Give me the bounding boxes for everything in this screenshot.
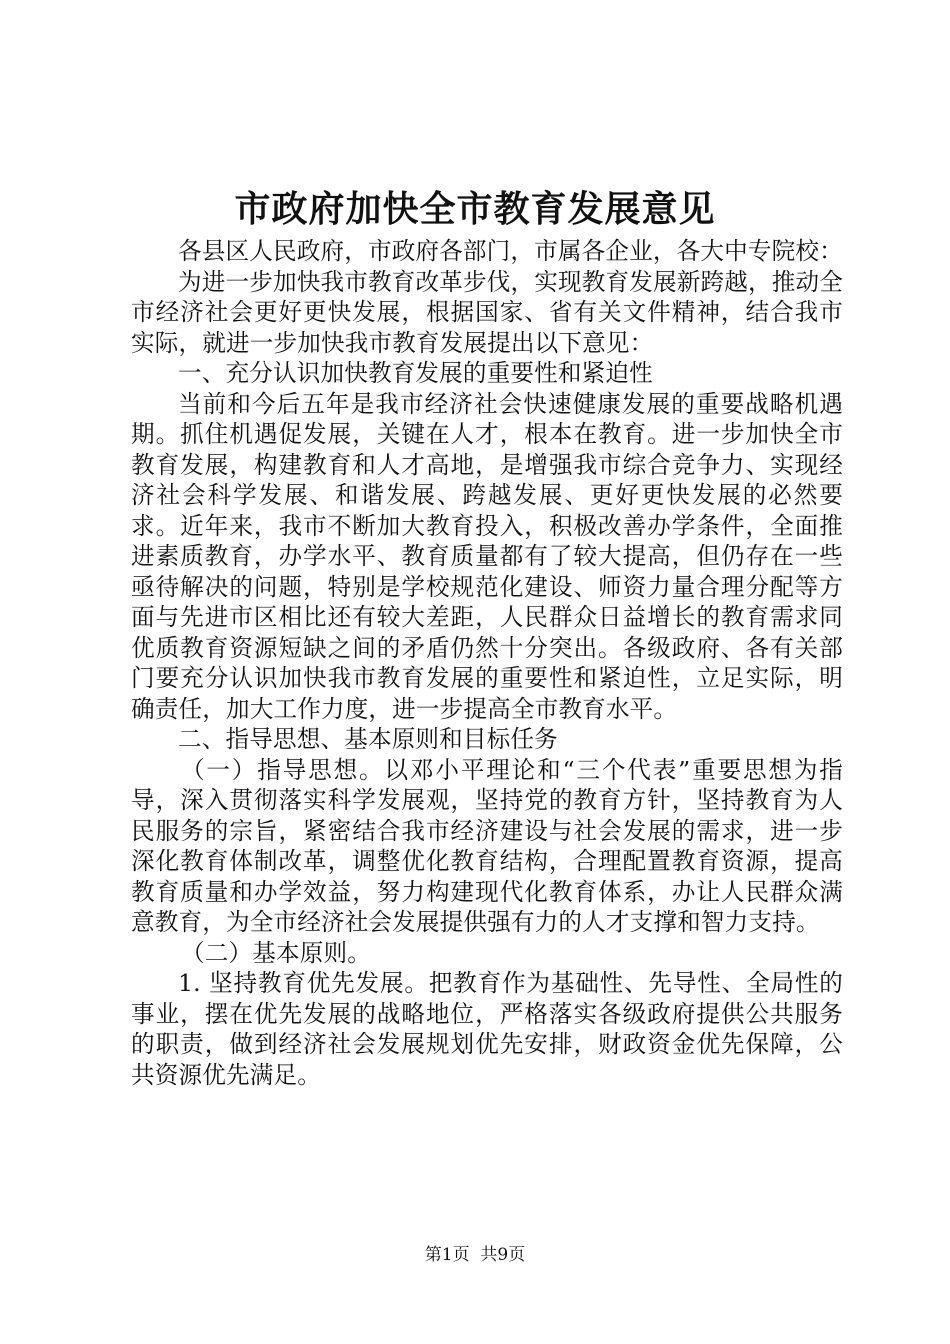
intro-paragraph: 为进一步加快我市教育改革步伐，实现教育发展新跨越，推动全市经济社会更好更快发展，根据国家、省有关文件精神，结合我市实际，就进一步加快我市教育发展提出以下意见： (131, 267, 843, 357)
section-1-paragraph: 当前和今后五年是我市经济社会快速健康发展的重要战略机遇期。抓住机遇促发展，关键在人才，根本在教育。进一步加快全市教育发展，构建教育和人才高地，是增强我市综合竞争力、实现经济社会科学发展、和谐发展、跨越发展、更好更快发展的必然要求。近年来，我市不断加大教育投入，积极改善办学条件，全面推进素质教育，办学水平、教育质量都有了较大提高，但仍存在一些亟待解决的问题，特别是学校规范化建设、师资力量合理分配等方面与先进市区相比还有较大差距，人民群众日益增长的教育需求同优质教育资源短缺之间的矛盾仍然十分突出。各级政府、各有关部门要充分认识加快我市教育发展的重要性和紧迫性，立足实际，明确责任，加大工作力度，进一步提高全市教育水平。 (131, 389, 843, 723)
document-title: 市政府加快全市教育发展意见 (234, 188, 716, 230)
principle-1-paragraph: 1. 坚持教育优先发展。把教育作为基础性、先导性、全局性的事业，摆在优先发展的战略地位，严格落实各级政府提供公共服务的职责，做到经济社会发展规划优先安排，财政资金优先保障，公共资源优先满足。 (131, 969, 843, 1089)
section-heading-1: 一、充分认识加快教育发展的重要性和紧迫性 (178, 359, 653, 387)
document-body (131, 236, 843, 1090)
salutation-paragraph: 各县区人民政府，市政府各部门，市属各企业，各大中专院校： (178, 237, 843, 265)
page-footer: 第1页 共9页 (424, 1245, 526, 1265)
basic-principles-heading: （二）基本原则。 (181, 938, 371, 967)
section-heading-2: 二、指导思想、基本原则和目标任务 (178, 725, 558, 753)
guiding-ideology-paragraph: （一）指导思想。以邓小平理论和“三个代表”重要思想为指导，深入贯彻落实科学发展观，坚持党的教育方针，坚持教育为人民服务的宗旨，紧密结合我市经济建设与社会发展的需求，进一步深化教育体制改革，调整优化教育结构，合理配置教育资源，提高教育质量和办学效益，努力构建现代化教育体系，办让人民群众满意教育，为全市经济社会发展提供强有力的人才支撑和智力支持。 (131, 755, 843, 936)
